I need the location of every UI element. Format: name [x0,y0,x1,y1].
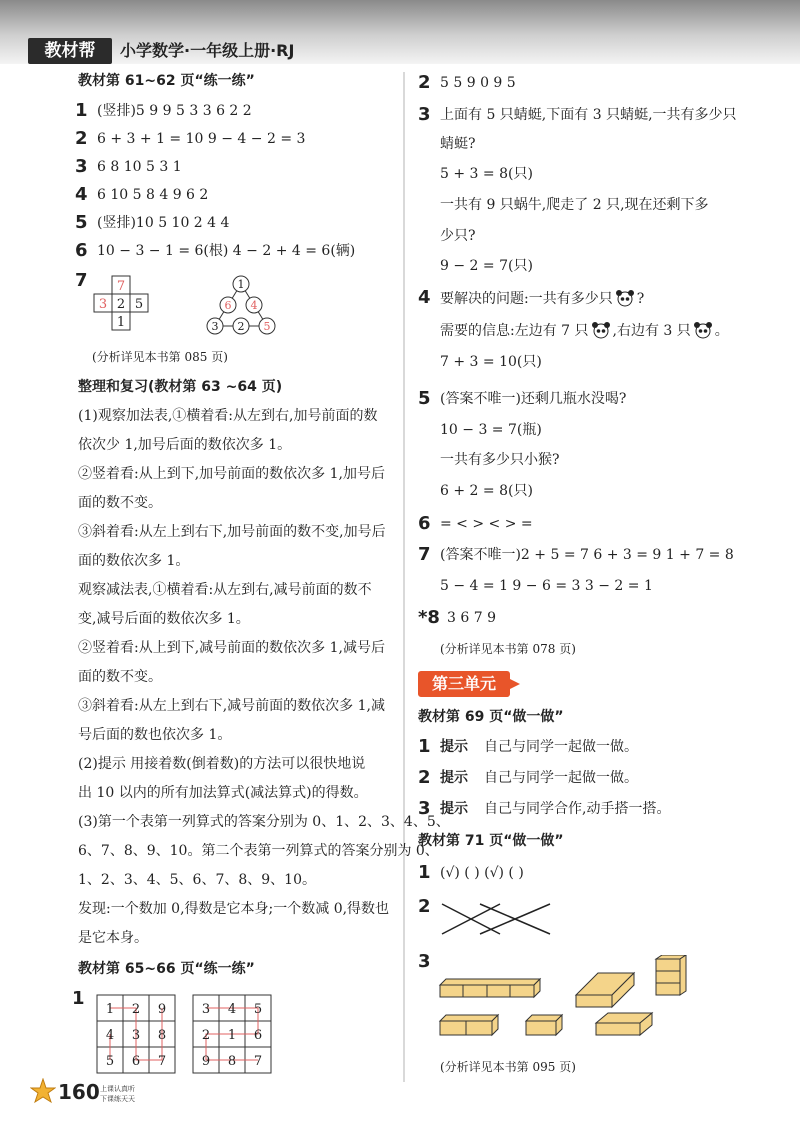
review-line: 号后面的数也依次多 1。 [78,727,232,743]
review-line: (1)观察加法表,①横着看:从左到右,加号前面的数 [78,408,378,424]
answer-text: 上面有 5 只蜻蜓,下面有 3 只蜻蜓,一共有多少只 [440,107,737,123]
g1-c7: 5 [105,1054,115,1069]
g2-c6: 6 [253,1028,263,1043]
q4-mark: ? [636,291,645,307]
review-line: 面的数不变。 [78,669,162,685]
g1-c9: 7 [157,1054,167,1069]
review-line: 发现:一个数加 0,得数是它本身;一个数减 0,得数也 [78,901,390,917]
q4-end: 。 [714,323,729,339]
review-line: 6、7、8、9、10。第二个表第一列算式的答案分别为 0、 [78,843,439,859]
answer-text: 5 5 9 0 9 5 [440,75,516,91]
answer-text: 5 − 4 = 1 9 − 6 = 3 3 − 2 = 1 [440,578,653,594]
item-number: 1 [72,988,85,1009]
check-marks: (√) ( ) (√) ( ) [440,865,524,881]
review-line: 1、2、3、4、5、6、7、8、9、10。 [78,872,316,888]
answer-text: 9 − 2 = 7(只) [440,258,533,274]
g1-c5: 3 [131,1028,141,1043]
cross-top: 7 [116,279,126,294]
cross-center: 2 [116,297,126,312]
section-title-review: 整理和复习(教材第 63 ~64 页) [78,379,283,395]
tri-top: 1 [237,278,245,291]
number-grid-2 [192,994,274,1076]
answer-text: 6 + 3 + 1 = 10 9 − 4 − 2 = 3 [97,131,306,147]
section-title-65-66: 教材第 65~66 页“练一练” [78,961,255,977]
g2-c8: 8 [227,1054,237,1069]
footer-slogan-2: 下课练天天 [100,1095,135,1103]
item-number: 7 [75,270,88,291]
item-number: 2 [418,72,431,93]
section-title-69: 教材第 69 页“做一做” [418,709,564,725]
answer-text: 10 − 3 − 1 = 6(根) 4 − 2 + 4 = 6(辆) [97,243,356,259]
answer-text [440,289,644,312]
tri-mid-left: 6 [224,299,232,312]
item-number: 2 [418,896,431,917]
review-line: ②竖着看:从上到下,加号前面的数依次多 1,加号后 [78,466,385,482]
answer-text: 6 10 5 8 4 9 6 2 [97,187,209,203]
g1-c2: 2 [131,1002,141,1017]
review-line: 是它本身。 [78,930,148,946]
tip-label: 提示 [440,739,468,755]
g2-c5: 1 [227,1028,237,1043]
panda-icon [591,321,611,344]
g2-c2: 4 [227,1002,237,1017]
review-line: 变,减号后面的数依次多 1。 [78,611,250,627]
g1-c3: 9 [157,1002,167,1017]
answer-text: (竖排)5 9 9 5 3 3 6 2 2 [97,103,252,119]
answer-text: = < > < > = [440,516,533,532]
tip-text: 自己与同学合作,动手搭一搭。 [484,801,671,817]
g2-c3: 5 [253,1002,263,1017]
cross-right: 5 [134,297,144,312]
g2-c4: 2 [201,1028,211,1043]
item-number: *8 [418,607,440,628]
section-title-71: 教材第 71 页“做一做” [418,833,564,849]
item-number: 2 [75,128,88,149]
review-line: (2)提示 用接着数(倒着数)的方法可以很快地说 [78,756,366,772]
tip-text: 自己与同学一起做一做。 [484,739,638,755]
answer-text: 一共有 9 只蜗牛,爬走了 2 只,现在还剩下多 [440,197,709,213]
column-divider [403,72,405,1082]
panda-icon [693,321,713,344]
q4-info-2: ,右边有 3 只 [612,323,691,339]
answer-text: 3 6 7 9 [447,610,496,626]
item-number: 6 [418,513,431,534]
item-number: 3 [75,156,88,177]
review-line: ②竖着看:从上到下,减号前面的数依次多 1,减号后 [78,640,385,656]
item-number: 3 [418,951,431,972]
tip-text: 自己与同学一起做一做。 [484,770,638,786]
panda-icon [615,289,635,312]
review-line: 面的数依次多 1。 [78,553,190,569]
g1-c8: 6 [131,1054,141,1069]
review-line: ③斜着看:从左上到右下,减号前面的数依次多 1,减 [78,698,385,714]
section-title-61-62: 教材第 61~62 页“练一练” [78,73,255,89]
matching-lines-figure [440,896,560,940]
tri-bottom-right: 5 [263,320,271,333]
q4-question: 要解决的问题:一共有多少只 [440,291,613,307]
cross-bottom: 1 [116,315,126,330]
book-subtitle: 小学数学·一年级上册·RJ [120,41,295,60]
unit-three-banner: 第三单元 [418,671,510,697]
q7-cross-figure [92,274,154,336]
answer-text: 一共有多少只小猴? [440,452,560,468]
item-number: 3 [418,798,431,819]
q7-triangle-figure [205,274,277,338]
star-mascot-icon [30,1078,56,1104]
q4-info: 需要的信息:左边有 7 只 [440,323,589,339]
cross-left: 3 [98,297,108,312]
page-number: 160 [58,1080,100,1104]
item-number: 1 [418,862,431,883]
item-number: 4 [75,184,88,205]
item-number: 4 [418,287,431,308]
number-grid-1 [96,994,178,1076]
tip-label: 提示 [440,801,468,817]
g1-c4: 4 [105,1028,115,1043]
review-line: 观察减法表,①横着看:从左到右,减号前面的数不 [78,582,372,598]
footer-slogan-1: 上课认真听 [100,1085,135,1093]
answer-text: 10 − 3 = 7(瓶) [440,422,542,438]
answer-text: 6 8 10 5 3 1 [97,159,182,175]
answer-text: 7 + 3 = 10(只) [440,354,542,370]
tip-label: 提示 [440,770,468,786]
item-number: 2 [418,767,431,788]
g2-c9: 7 [253,1054,263,1069]
item-number: 7 [418,544,431,565]
tri-bottom-left: 3 [211,320,219,333]
tri-mid-right: 4 [250,299,258,312]
analysis-note: (分析详见本书第 095 页) [440,1060,576,1074]
answer-text: 6 + 2 = 8(只) [440,483,533,499]
g1-c6: 8 [157,1028,167,1043]
brand-badge: 教材帮 [28,38,112,64]
answer-text: 蜻蜓? [440,136,476,152]
g2-c1: 3 [201,1002,211,1017]
review-line: 出 10 以内的所有加法算式(减法算式)的得数。 [78,785,368,801]
review-line: (3)第一个表第一列算式的答案分别为 0、1、2、3、4、5、 [78,814,450,830]
review-line: 依次少 1,加号后面的数依次多 1。 [78,437,292,453]
block-figures [436,955,696,1055]
item-number: 3 [418,104,431,125]
item-number: 1 [75,100,88,121]
analysis-note: (分析详见本书第 078 页) [440,642,576,656]
answer-text: (答案不唯一)2 + 5 = 7 6 + 3 = 9 1 + 7 = 8 [440,547,734,563]
answer-text: (答案不唯一)还剩几瓶水没喝? [440,391,627,407]
g1-c1: 1 [105,1002,115,1017]
item-number: 1 [418,736,431,757]
item-number: 5 [418,388,431,409]
analysis-note: (分析详见本书第 085 页) [92,350,228,364]
g2-c7: 9 [201,1054,211,1069]
answer-text: (竖排)10 5 10 2 4 4 [97,215,230,231]
answer-text [440,321,729,344]
tri-bottom-mid: 2 [237,320,245,333]
item-number: 6 [75,240,88,261]
answer-text: 5 + 3 = 8(只) [440,166,533,182]
item-number: 5 [75,212,88,233]
answer-text: 少只? [440,228,476,244]
review-line: 面的数不变。 [78,495,162,511]
review-line: ③斜着看:从左上到右下,加号前面的数不变,加号后 [78,524,386,540]
